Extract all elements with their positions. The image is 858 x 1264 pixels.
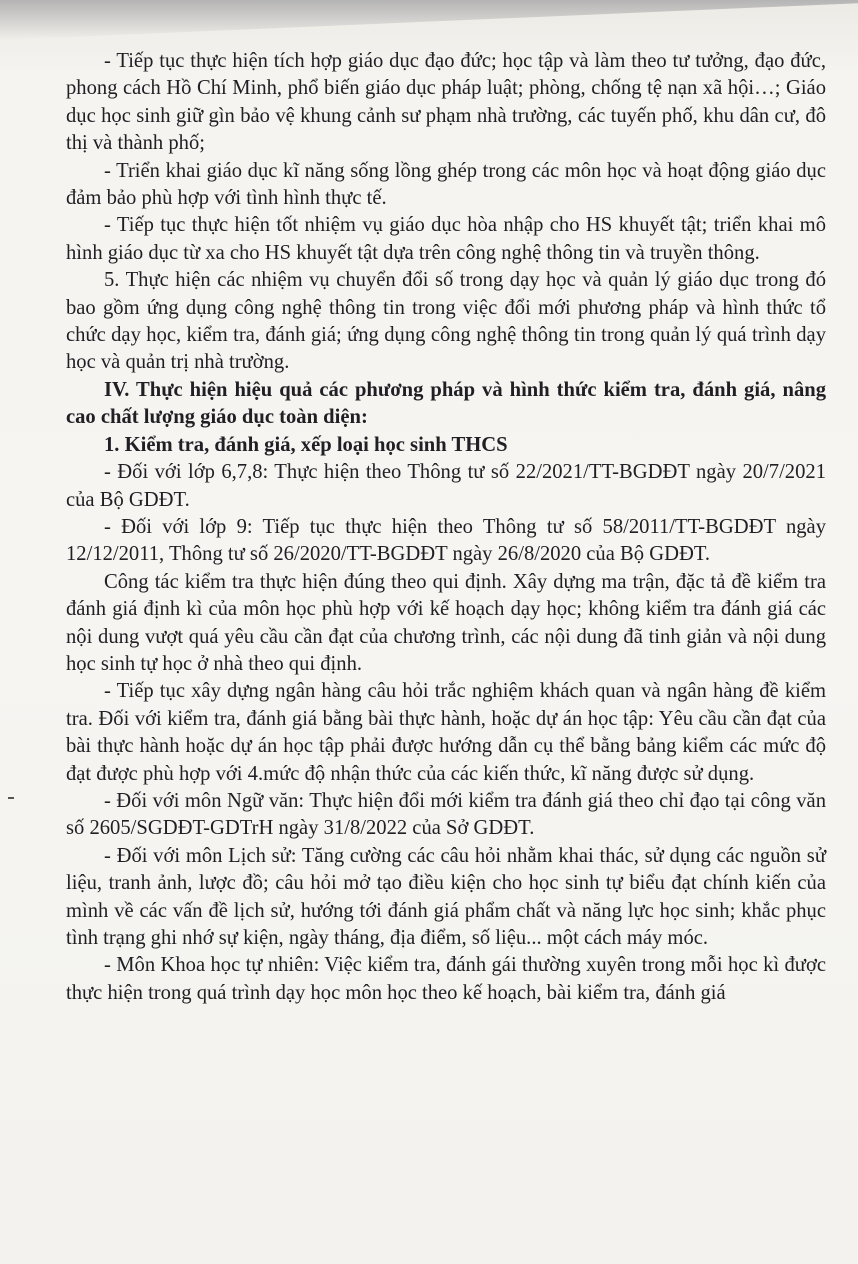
paragraph-moral-education: - Tiếp tục thực hiện tích hợp giáo dục đạo đức; học tập và làm theo tư tưởng, đạo đức, phong cách Hồ Chí Minh, phổ biến giáo dục pháp luật; phòng, chống tệ nạn xã hội…; Giáo dục học sinh giữ gìn bảo vệ khung cảnh sư phạm nhà trường, các tuyến phố, khu dân cư, đô thị và thành phố; xyxy=(66,50,826,155)
margin-mark xyxy=(8,797,14,799)
paragraph-digital-transformation: 5. Thực hiện các nhiệm vụ chuyển đổi số trong dạy học và quản lý giáo dục trong đó bao gồm ứng dụng công nghệ thông tin trong việc đổi mới phương pháp và hình thức tổ chức dạy học, kiểm tra, đánh giá; ứng dụng công nghệ thông tin trong quản lý quá trình dạy học và quản trị nhà trường. xyxy=(66,269,826,374)
paragraph-testing-work: Công tác kiểm tra thực hiện đúng theo qui định. Xây dựng ma trận, đặc tả đề kiểm tra đánh giá định kì của môn học phù hợp với kế hoạch dạy học; không kiểm tra đánh giá các nội dung vượt quá yêu cầu cần đạt của chương trình, các nội dung đã tinh giản và nội dung học sinh tự học ở nhà theo qui định. xyxy=(66,570,826,675)
document-body xyxy=(66,48,826,1007)
subsection-heading-1: 1. Kiểm tra, đánh giá, xếp loại học sinh THCS xyxy=(104,433,508,456)
paragraph-grade-9: - Đối với lớp 9: Tiếp tục thực hiện theo Thông tư số 58/2011/TT-BGDĐT ngày 12/12/2011, Thông tư số 26/2020/TT-BGDĐT ngày 26/8/2020 của Bộ GDĐT. xyxy=(66,515,826,566)
paragraph-inclusive-education: - Tiếp tục thực hiện tốt nhiệm vụ giáo dục hòa nhập cho HS khuyết tật; triển khai mô hình giáo dục từ xa cho HS khuyết tật dựa trên công nghệ thông tin và truyền thông. xyxy=(66,214,826,264)
paragraph-history: - Đối với môn Lịch sử: Tăng cường các câu hỏi nhằm khai thác, sử dụng các nguồn sử liệu, tranh ảnh, lược đồ; câu hỏi mở tạo điều kiện cho học sinh tự biểu đạt chính kiến của mình về các vấn đề lịch sử, hướng tới đánh giá phẩm chất và năng lực học sinh; khắc phục tình trạng ghi nhớ sự kiện, ngày tháng, địa điểm, số liệu... một cách máy móc. xyxy=(66,844,826,949)
section-heading-iv: IV. Thực hiện hiệu quả các phương pháp và hình thức kiểm tra, đánh giá, nâng cao chất lượng giáo dục toàn diện: xyxy=(66,378,826,429)
paragraph-question-bank: - Tiếp tục xây dựng ngân hàng câu hỏi trắc nghiệm khách quan và ngân hàng đề kiểm tra. Đối với kiểm tra, đánh giá bằng bài thực hành, hoặc dự án học tập: Yêu cầu cần đạt của bài thực hành hoặc dự án học tập phải được hướng dẫn cụ thể bằng bảng kiểm các mức độ đạt được phù hợp với 4.mức độ nhận thức của các kiến thức, kĩ năng được sử dụng. xyxy=(66,680,826,785)
paragraph-natural-science: - Môn Khoa học tự nhiên: Việc kiểm tra, đánh gái thường xuyên trong mỗi học kì được thực hiện trong quá trình dạy học môn học theo kế hoạch, bài kiểm tra, đánh giá xyxy=(66,954,826,1004)
paragraph-literature: - Đối với môn Ngữ văn: Thực hiện đổi mới kiểm tra đánh giá theo chỉ đạo tại công văn số 2605/SGDĐT-GDTrH ngày 31/8/2022 của Sở GDĐT. xyxy=(66,789,826,840)
paragraph-grades-6-7-8: - Đối với lớp 6,7,8: Thực hiện theo Thông tư số 22/2021/TT-BGDĐT ngày 20/7/2021 của Bộ GDĐT. xyxy=(66,461,826,511)
page-shadow xyxy=(0,0,858,40)
paragraph-life-skills: - Triển khai giáo dục kĩ năng sống lồng ghép trong các môn học và hoạt động giáo dục đảm bảo phù hợp với tình hình thực tế. xyxy=(66,159,826,210)
